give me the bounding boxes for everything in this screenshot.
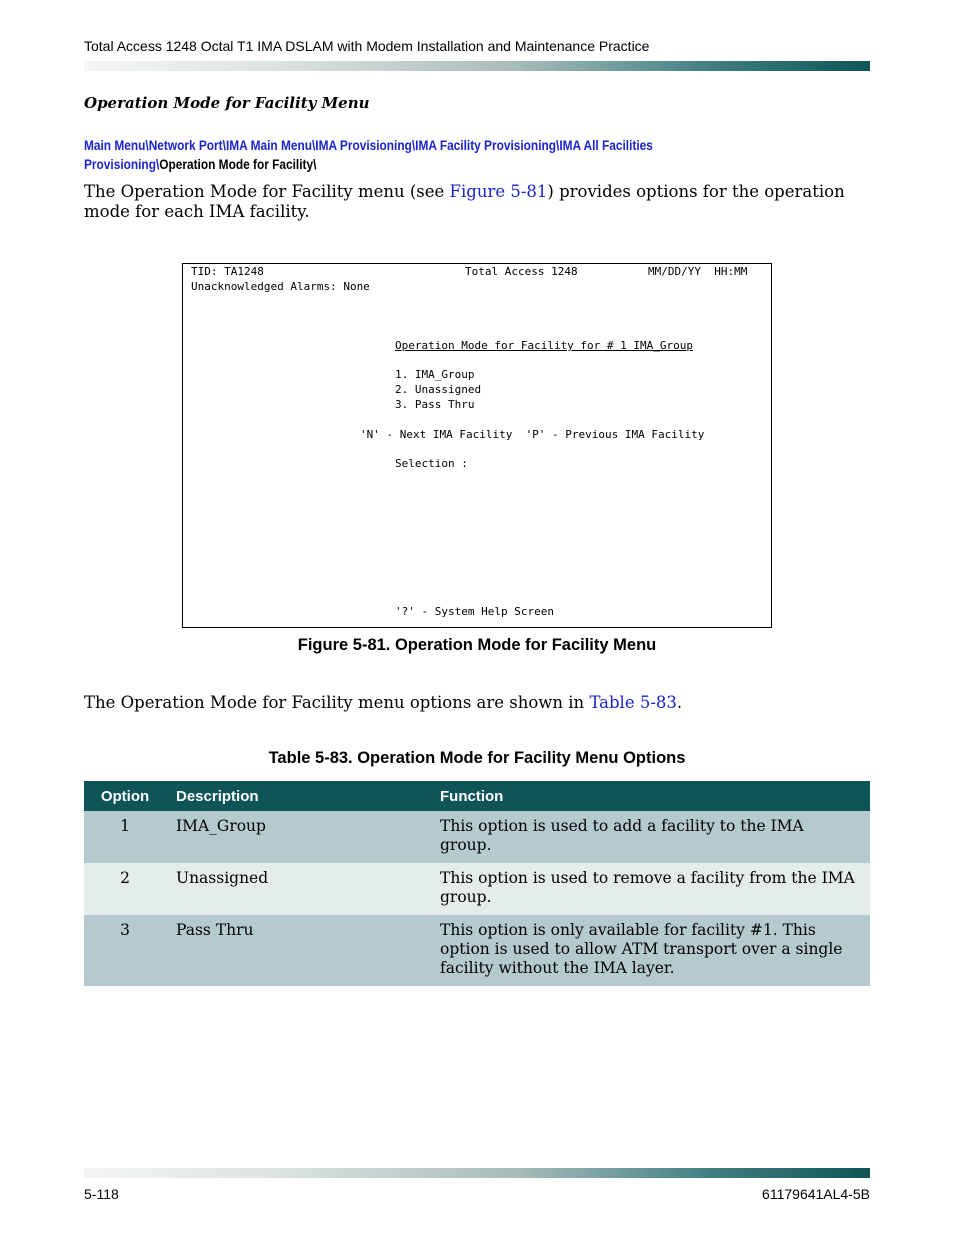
column-header-option: Option xyxy=(84,781,166,811)
intro-text-after: ) provides options for the operation mode for each IMA facility. xyxy=(84,182,845,221)
breadcrumb-link-network-port[interactable]: Network Port xyxy=(148,138,223,153)
running-header: Total Access 1248 Octal T1 IMA DSLAM with Modem Installation and Maintenance Practice xyxy=(84,38,650,54)
breadcrumb-link-main-menu[interactable]: Main Menu xyxy=(84,138,146,153)
terminal-alarms: Unacknowledged Alarms: None xyxy=(191,280,370,293)
section-heading: Operation Mode for Facility Menu xyxy=(84,94,370,112)
cell-description: Pass Thru xyxy=(166,915,429,986)
cell-option: 2 xyxy=(84,863,166,915)
cell-option: 1 xyxy=(84,811,166,863)
breadcrumb-separator: \ xyxy=(222,138,226,153)
table-xref-link[interactable]: Table 5-83 xyxy=(589,693,677,712)
table-intro-paragraph xyxy=(84,693,864,713)
table-row xyxy=(84,915,870,986)
breadcrumb-separator: \ xyxy=(311,138,316,153)
breadcrumb xyxy=(84,136,770,174)
breadcrumb-separator: \ xyxy=(411,138,416,153)
cell-option: 3 xyxy=(84,915,166,986)
document-number: 61179641AL4-5B xyxy=(762,1186,870,1202)
figure-xref-link[interactable]: Figure 5-81 xyxy=(449,182,548,201)
table-caption: Table 5-83. Operation Mode for Facility Menu Options xyxy=(268,749,686,767)
para2-text-before: The Operation Mode for Facility menu options are shown in xyxy=(84,693,590,712)
selection-prompt[interactable]: Selection : xyxy=(395,457,468,470)
terminal-nav-hint: 'N' - Next IMA Facility 'P' - Previous IMA Facility xyxy=(360,428,705,441)
menu-option-pass-thru[interactable]: 3. Pass Thru xyxy=(395,398,475,411)
intro-paragraph xyxy=(84,182,864,222)
breadcrumb-current: Operation Mode for Facility\ xyxy=(159,157,317,172)
para2-text-after: . xyxy=(676,693,683,712)
table-header-row xyxy=(84,781,870,811)
terminal-menu-title: Operation Mode for Facility for # 1 IMA_Group xyxy=(395,339,694,352)
breadcrumb-separator: \ xyxy=(145,138,149,153)
cell-function: This option is only available for facility #1. This option is used to allow ATM transport over a single facility without the IMA layer. xyxy=(429,915,870,986)
cell-description: IMA_Group xyxy=(166,811,429,863)
table-row xyxy=(84,811,870,863)
terminal-product: Total Access 1248 xyxy=(465,265,578,278)
column-header-function: Function xyxy=(429,781,870,811)
breadcrumb-link-ima-main-menu[interactable]: IMA Main Menu xyxy=(225,138,312,153)
cell-description: Unassigned xyxy=(166,863,429,915)
header-rule xyxy=(84,61,870,71)
breadcrumb-link-ima-provisioning[interactable]: IMA Provisioning xyxy=(315,138,412,153)
menu-option-unassigned[interactable]: 2. Unassigned xyxy=(395,383,482,396)
figure-caption: Figure 5-81. Operation Mode for Facility Menu xyxy=(297,636,657,654)
page-number: 5-118 xyxy=(84,1186,119,1202)
terminal-tid: TID: TA1248 xyxy=(191,265,264,278)
footer-rule xyxy=(84,1168,870,1178)
cell-function: This option is used to remove a facility from the IMA group. xyxy=(429,863,870,915)
breadcrumb-link-ima-all-facilities-provisioning[interactable]: IMA All Facilities Provisioning xyxy=(84,138,653,172)
breadcrumb-separator: \ xyxy=(556,138,560,153)
terminal-help-hint: '?' - System Help Screen xyxy=(395,605,554,618)
breadcrumb-separator: \ xyxy=(155,157,160,172)
breadcrumb-link-ima-facility-provisioning[interactable]: IMA Facility Provisioning xyxy=(415,138,557,153)
terminal-screen xyxy=(182,263,772,628)
table-row xyxy=(84,863,870,915)
column-header-description: Description xyxy=(166,781,429,811)
options-table xyxy=(84,781,870,986)
intro-text-before: The Operation Mode for Facility menu (see xyxy=(84,182,450,201)
terminal-datetime: MM/DD/YY HH:MM xyxy=(648,265,748,278)
cell-function: This option is used to add a facility to the IMA group. xyxy=(429,811,870,863)
menu-option-ima-group[interactable]: 1. IMA_Group xyxy=(395,368,475,381)
